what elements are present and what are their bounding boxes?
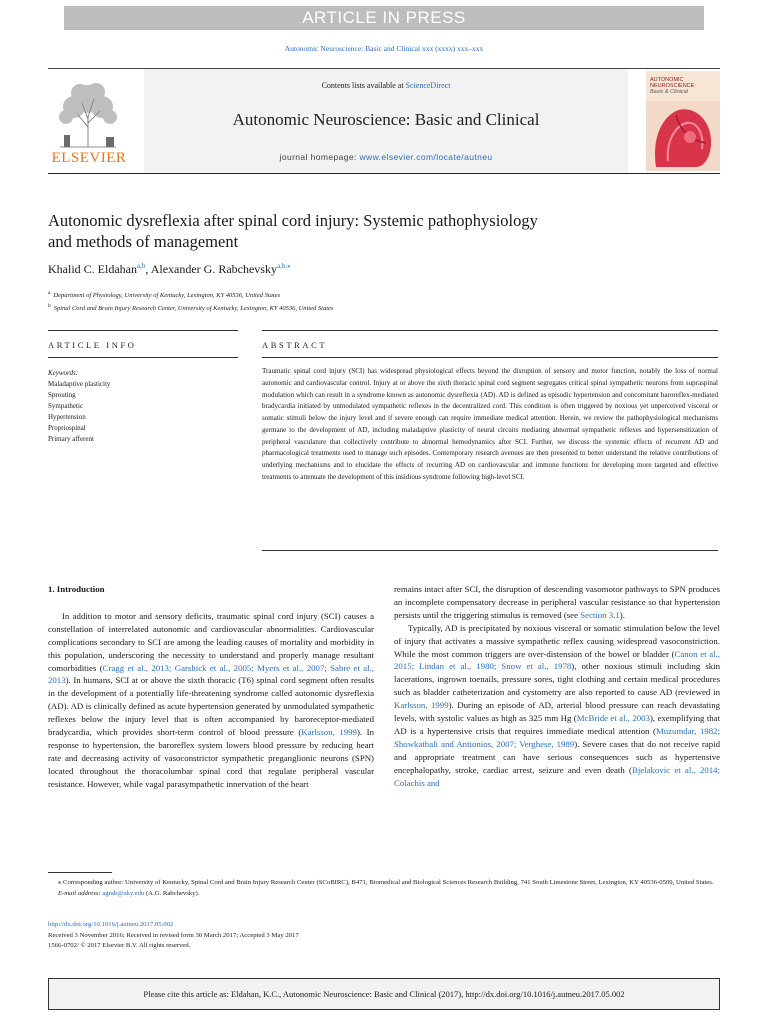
affiliation-text: Spinal Cord and Brain Injury Research Center, University of Kentucky, Lexington, KY 40536, United States	[53, 305, 334, 313]
sciencedirect-link[interactable]: ScienceDirect	[405, 81, 451, 90]
body-text: ), exemplifying that AD is a hypertensive crisis that requires immediate medical attention (	[394, 713, 721, 736]
body-text: ). In humans, SCI at or above the sixth thoracic (T6) spinal cord segment often results in the development of a potentially life-threatening syndrome called autonomic dysreflexia (AD). AD is clinically defined as acute hypertension generated by unmodulated sympathetic reflexes below the injury level that is often accompanied by baroreceptor-mediated bradycardia, which provides short-term control of blood pressure (	[48, 675, 374, 738]
received-dates: Received 3 November 2016; Received in revised form 30 March 2017; Accepted 3 May 2017	[48, 931, 299, 939]
homepage-prefix: journal homepage:	[279, 152, 360, 162]
cover-title-line: NEUROSCIENCE:	[650, 83, 696, 89]
citation-link[interactable]: Muzumdar, 1982; Showkathali and Antionios, 2007; Verghese, 1989	[394, 725, 720, 749]
body-text: In addition to motor and sensory deficits, traumatic spinal cord injury (SCI) causes a constellation of interrelated autonomic and cardiovascular abnormalities. Cardiovascular complications secondary to SCI are among the leading causes of mortality and morbidity in this population, underscoring the necessity to understand and properly manage resultant comorbidities (	[48, 610, 374, 673]
cover-subtitle: Basic & Clinical	[650, 89, 688, 95]
affiliation-letter: b	[48, 303, 51, 310]
author-affiliation-marker[interactable]: a,b,⁎	[276, 262, 291, 270]
section-link[interactable]: Section 3.1	[580, 609, 620, 620]
body-paragraph	[48, 610, 374, 791]
email-suffix: (A.G. Rabchevsky).	[144, 889, 200, 897]
doi-link[interactable]: http://dx.doi.org/10.1016/j.autneu.2017.05.002	[48, 921, 174, 928]
affiliation-letter: a	[48, 290, 51, 296]
abstract-text: Traumatic spinal cord injury (SCI) has widespread physiological effects beyond the disruption of sensory and motor function, notably the loss of normal autonomic and cardiovascular control. Injury at or above the sixth thoracic spinal cord segment segregates critical spinal sympathetic neurons from supraspinal modulation which can result in a syndrome known as autonomic dysreflexia (AD). AD is defined as episodic hypertension and concomitant baroreflex-mediated bradycardia initiated by unmodulated sympathetic reflexes in the decentralized cord. This condition is often triggered by noxious yet unperceived visceral or somatic stimuli below the injury level and if severe enough can require immediate medical attention. Herein, we review the pathophysiological mechanisms germane to the development of AD, including maladaptive plasticity of neural circuits mediating abnormal sympathetic reflexes and hypersensitization of peripheral vasculature that collectively contribute to abnormal hemodynamics after SCI. Further, we discuss the systemic effects of recurrent AD and pharmacological treatments used to manage such episodes. Contemporary research avenues are then presented to better understand the relative contributions of underlying mechanisms and to elucidate the effects of recurring AD on cardiovascular and immune functions for developing more targeted and effective treatments to attenuate the development of this insidious syndrome following high-level SCI.	[262, 367, 718, 481]
copyright-line: 1566-0702/ © 2017 Elsevier B.V. All rights reserved.	[48, 942, 191, 949]
body-text: remains intact after SCI, the disruption of descending vasomotor pathways to SPN produces an incomplete compensatory decrease in peripheral vascular resistance so that hypertension persists until the triggering stimulus is removed (see	[394, 584, 720, 620]
journal-cover-image	[646, 71, 720, 171]
citation-link[interactable]: Cragg et al., 2013; Garshick et al., 2005; Myers et al., 2007; Sabre et al., 2013	[48, 662, 374, 686]
corresponding-author-note: ⁎ Corresponding author: University of Kentucky, Spinal Cord and Brain Injury Research Center (SCoBIRC), B471, Biomedical and Biological Sciences Research Building, 741 South Limestone Street, Lexington, KY 40536-0509, United States.	[58, 879, 714, 886]
body-column-right	[394, 583, 720, 790]
article-title-line: and methods of management	[48, 232, 239, 251]
email-label: E-mail address:	[58, 889, 103, 897]
citation-link[interactable]: McBride et al., 2003	[576, 713, 650, 724]
author-separator: ,	[145, 262, 151, 276]
elsevier-logo	[50, 77, 128, 173]
contents-prefix: Contents lists available at	[321, 81, 406, 90]
divider	[262, 330, 718, 331]
body-text: ), other noxious stimuli including skin lacerations, ingrown toenails, pressure sores, tight clothing and certain medical procedures such as bladder catheterization and cystometry are also reported to cause AD (reviewed in	[394, 661, 720, 698]
body-text: ). In response to hypertension, the baroreflex system lowers blood pressure by reducing heart rate and decreasing activity of vasoconstrictor sympathetic preganglionic neurons (SPN) located throughout the thoracolumbar spinal cord that regulate peripheral vascular resistance. However, while vagal parasympathetic innervation of the heart	[48, 727, 374, 789]
keyword-item: Sympathetic	[48, 402, 83, 410]
body-text: ).	[619, 609, 625, 620]
cover-title	[650, 77, 718, 95]
keyword-item: Primary afferent	[48, 435, 94, 443]
author-name: Khalid C. Eldahan	[48, 262, 137, 276]
affiliation-b	[48, 301, 688, 314]
body-paragraph	[394, 583, 720, 622]
keyword-item: Sprouting	[48, 391, 76, 399]
citation-link[interactable]: Canon et al., 2015; Lindan et al., 1980; Snow et al., 1978	[394, 648, 720, 672]
publication-info	[48, 920, 720, 952]
author-affiliation-marker[interactable]: a,b	[136, 262, 146, 270]
journal-masthead	[48, 68, 720, 174]
keyword-item: Maladaptive plasticity	[48, 380, 111, 388]
body-paragraph	[394, 622, 720, 790]
elsevier-wordmark: ELSEVIER	[51, 150, 127, 166]
citation-link[interactable]: Karlsson, 1999	[394, 700, 449, 711]
affiliation-a	[48, 288, 688, 301]
body-text: ). During an episode of AD, arterial blood pressure can reach devastating levels, with systolic values as high as 325 mm Hg (	[394, 700, 720, 724]
article-title	[48, 210, 688, 252]
affiliations	[48, 288, 688, 314]
keywords-label: Keywords:	[48, 369, 79, 377]
body-column-left	[48, 583, 374, 791]
divider	[48, 330, 238, 331]
article-in-press-banner: ARTICLE IN PRESS	[64, 6, 704, 30]
email-line	[58, 889, 720, 900]
footnotes	[48, 878, 720, 899]
citation-link[interactable]: Bjelakovic et al., 2014; Colachis and	[394, 764, 720, 788]
divider	[48, 357, 238, 358]
section-heading: 1. Introduction	[48, 584, 105, 594]
cite-this-article-box: Please cite this article as: Eldahan, K.C., Autonomic Neuroscience: Basic and Clinical (2017), http://dx.doi.org/10.1016/j.autneu.2017.05.002	[48, 978, 720, 1010]
abstract-heading: ABSTRACT	[262, 340, 328, 350]
body-text: Typically, AD is precipitated by noxious visceral or somatic stimulation below the level of injury that activates a massive sympathetic reflex causing widespread vasoconstriction. While the most common triggers are over-distension of the bowel or bladder (	[394, 622, 720, 659]
email-link[interactable]: agrab@uky.edu	[102, 889, 145, 897]
article-info-heading: ARTICLE INFO	[48, 340, 137, 350]
journal-homepage-link[interactable]: www.elsevier.com/locate/autneu	[359, 152, 493, 162]
keyword-item: Hypertension	[48, 413, 86, 421]
author-list	[48, 262, 688, 277]
keywords-block	[48, 368, 228, 445]
body-text: ). Severe cases that do not receive rapid and appropriate treatment can have serious consequences such as hypertensive encephalopathy, stroke, cardiac arrest, seizure and even death (	[394, 738, 720, 775]
footnote-divider	[48, 872, 112, 873]
article-title-line: Autonomic dysreflexia after spinal cord injury: Systemic pathophysiology	[48, 211, 538, 230]
journal-info-panel	[144, 69, 628, 173]
homepage-line	[144, 152, 628, 162]
journal-citation-link[interactable]: Autonomic Neuroscience: Basic and Clinical xxx (xxxx) xxx–xxx	[284, 44, 484, 53]
cover-title-line: AUTONOMIC	[650, 77, 684, 83]
affiliation-text: Department of Physiology, University of Kentucky, Lexington, KY 40536, United States	[53, 292, 281, 300]
journal-title: Autonomic Neuroscience: Basic and Clinical	[232, 110, 540, 129]
contents-line	[144, 81, 628, 90]
elsevier-tree-icon	[50, 77, 128, 149]
author-name: Alexander G. Rabchevsky	[150, 262, 277, 276]
divider	[262, 357, 718, 358]
divider	[262, 550, 718, 551]
citation-link[interactable]: Karlsson, 1999	[301, 727, 357, 738]
keyword-item: Propriospinal	[48, 424, 86, 432]
